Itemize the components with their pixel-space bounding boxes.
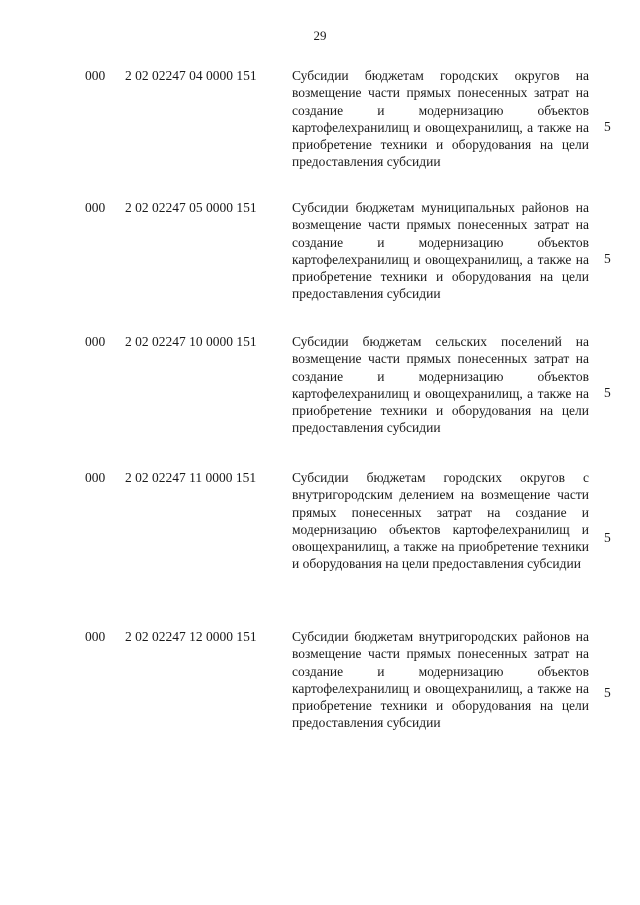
budget-code: 2 02 02247 04 0000 151 (125, 68, 257, 83)
row-amount: 5 (604, 119, 611, 134)
row-amount: 5 (604, 530, 611, 545)
page-number: 29 (313, 28, 327, 43)
row-description: Субсидии бюджетам городских округов с внутригородским делением на возмещение части прямых понесенных затрат на создание и модернизацию объектов картофелехранилищ и овощехранилищ, а также на приобретение техники и оборудования на цели предоставления субсидии (292, 470, 589, 572)
row-amount: 5 (604, 385, 611, 400)
budget-code: 2 02 02247 10 0000 151 (125, 334, 257, 349)
row-description: Субсидии бюджетам городских округов на возмещение части прямых понесенных затрат на создание и модернизацию объектов картофелехранилищ и овощехранилищ, а также на приобретение техники и оборудования на цели предоставления субсидии (292, 68, 589, 170)
admin-code: 000 (85, 470, 106, 485)
row-description: Субсидии бюджетам сельских поселений на возмещение части прямых понесенных затрат на создание и модернизацию объектов картофелехранилищ и овощехранилищ, а также на приобретение техники и оборудования на цели предоставления субсидии (292, 334, 589, 436)
budget-code: 2 02 02247 05 0000 151 (125, 200, 257, 215)
admin-code: 000 (85, 629, 106, 644)
budget-code: 2 02 02247 12 0000 151 (125, 629, 257, 644)
row-description: Субсидии бюджетам внутригородских районов на возмещение части прямых понесенных затрат на создание и модернизацию объектов картофелехранилищ и овощехранилищ, а также на приобретение техники и оборудования на цели предоставления субсидии (292, 629, 589, 731)
admin-code: 000 (85, 334, 106, 349)
row-amount: 5 (604, 685, 611, 700)
row-amount: 5 (604, 251, 611, 266)
admin-code: 000 (85, 68, 106, 83)
admin-code: 000 (85, 200, 106, 215)
row-description: Субсидии бюджетам муниципальных районов на возмещение части прямых понесенных затрат на создание и модернизацию объектов картофелехранилищ и овощехранилищ, а также на приобретение техники и оборудования на цели предоставления субсидии (292, 200, 589, 302)
budget-code: 2 02 02247 11 0000 151 (125, 470, 257, 485)
